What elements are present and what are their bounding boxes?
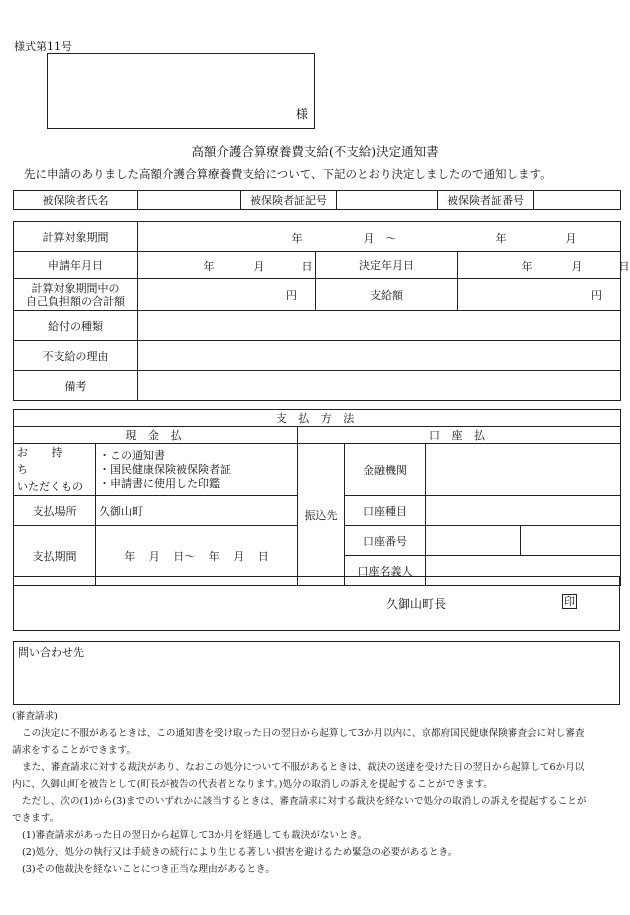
insured-name-value[interactable] xyxy=(138,191,241,210)
apply-date-value[interactable]: 年 月 日 xyxy=(138,252,316,279)
bring-items-label: お 持 ち いただくもの xyxy=(14,444,96,496)
bring-item: ・この通知書 xyxy=(99,448,165,462)
bring-items-list xyxy=(96,444,298,496)
insured-cert-label: 被保険者証記号 xyxy=(241,191,337,210)
account-type-label: 口座種目 xyxy=(345,496,426,526)
self-burden-value[interactable]: 円 xyxy=(138,279,316,311)
notes-heading: (審査請求) xyxy=(12,711,58,722)
addressee-suffix: 様 xyxy=(295,107,308,121)
seal-icon: 印 xyxy=(564,595,575,608)
pay-period-label: 支払期間 xyxy=(14,526,96,586)
remarks-value[interactable] xyxy=(138,371,621,401)
period-label: 計算対象期間 xyxy=(14,222,138,252)
notes-line: ただし、次の(1)から(3)までのいずれかに該当するときは、審査請求に対する裁決を経ないで処分の取消しの訴えを提起することが xyxy=(22,796,587,807)
payment-method-header: 支 払 方 法 xyxy=(14,410,621,427)
account-number-digits[interactable] xyxy=(521,526,621,556)
cash-header: 現 金 払 xyxy=(14,427,298,444)
issuer-title: 久御山町長 xyxy=(386,597,447,611)
account-header: 口 座 払 xyxy=(298,427,621,444)
details-table xyxy=(13,221,630,401)
bring-item: ・国民健康保険被保険者証 xyxy=(99,462,231,476)
payment-amount-value[interactable]: 円 xyxy=(458,279,621,311)
transfer-label: 振込先 xyxy=(298,444,345,586)
notes-line: (2)処分、処分の執行又は手続きの続行により生じる著しい損害を避けるため緊急の必要があるとき。 xyxy=(22,847,458,858)
insured-number-value[interactable] xyxy=(534,191,621,210)
notes-line: また、審査請求に対する裁決があり、なおこの処分について不服があるときは、裁決の送達を受けた日の翌日から起算して6か月以 xyxy=(22,762,585,773)
contact-box xyxy=(13,641,620,705)
decision-date-value[interactable]: 年 月 日 xyxy=(458,252,621,279)
appeal-notes xyxy=(12,708,622,878)
notes-line: この決定に不服があるときは、この通知書を受け取った日の翌日から起算して3か月以内に、京都府国民健康保険審査会に対し審査 xyxy=(22,728,585,739)
notes-line: (1)審査請求があった日の翌日から起算して3か月を経過しても裁決がないとき。 xyxy=(22,830,368,841)
account-holder-label: 口座名義人 xyxy=(345,556,426,586)
bank-value[interactable] xyxy=(426,444,621,496)
account-type-value[interactable] xyxy=(426,496,621,526)
bank-label: 金融機関 xyxy=(345,444,426,496)
payment-method-table xyxy=(13,409,621,586)
period-value[interactable]: 年 月 〜 年 月 xyxy=(138,222,621,252)
pay-period-value: 年 月 日〜 年 月 日 xyxy=(96,526,298,586)
account-number-label: 口座番号 xyxy=(345,526,426,556)
insured-number-label: 被保険者証番号 xyxy=(438,191,534,210)
notes-line: 請求をすることができます。 xyxy=(12,745,136,756)
place-value: 久御山町 xyxy=(96,496,298,526)
benefit-type-value[interactable] xyxy=(138,311,621,341)
page-title: 高額介護合算療養費支給(不支給)決定通知書 xyxy=(191,144,439,159)
notes-line: できます。 xyxy=(12,813,60,824)
non-payment-reason-label: 不支給の理由 xyxy=(14,341,138,371)
insured-info-table xyxy=(13,190,621,210)
insured-name-label: 被保険者氏名 xyxy=(14,191,138,210)
place-label: 支払場所 xyxy=(14,496,96,526)
form-number: 様式第11号 xyxy=(14,40,72,53)
remarks-label: 備考 xyxy=(14,371,138,401)
benefit-type-label: 給付の種類 xyxy=(14,311,138,341)
decision-date-label: 決定年月日 xyxy=(316,252,458,279)
self-burden-label: 計算対象期間中の 自己負担額の合計額 xyxy=(14,279,138,311)
address-box xyxy=(47,53,315,129)
apply-date-label: 申請年月日 xyxy=(14,252,138,279)
account-number-pad xyxy=(426,526,521,556)
insured-cert-value[interactable] xyxy=(337,191,438,210)
payment-amount-label: 支給額 xyxy=(316,279,458,311)
contact-label: 問い合わせ先 xyxy=(18,646,84,659)
non-payment-reason-value[interactable] xyxy=(138,341,621,371)
issuer-box xyxy=(13,576,620,631)
notes-line: (3)その他裁決を経ないことにつき正当な理由があるとき。 xyxy=(22,864,275,875)
intro-text: 先に申請のありました高額介護合算療養費支給について、下記のとおり決定しましたので通知します。 xyxy=(24,167,552,181)
bring-item: ・申請書に使用した印鑑 xyxy=(99,476,220,490)
notes-line: 内に、久御山町を被告として(町長が被告の代表者となります。)処分の取消しの訴えを提起することができます。 xyxy=(12,779,493,790)
